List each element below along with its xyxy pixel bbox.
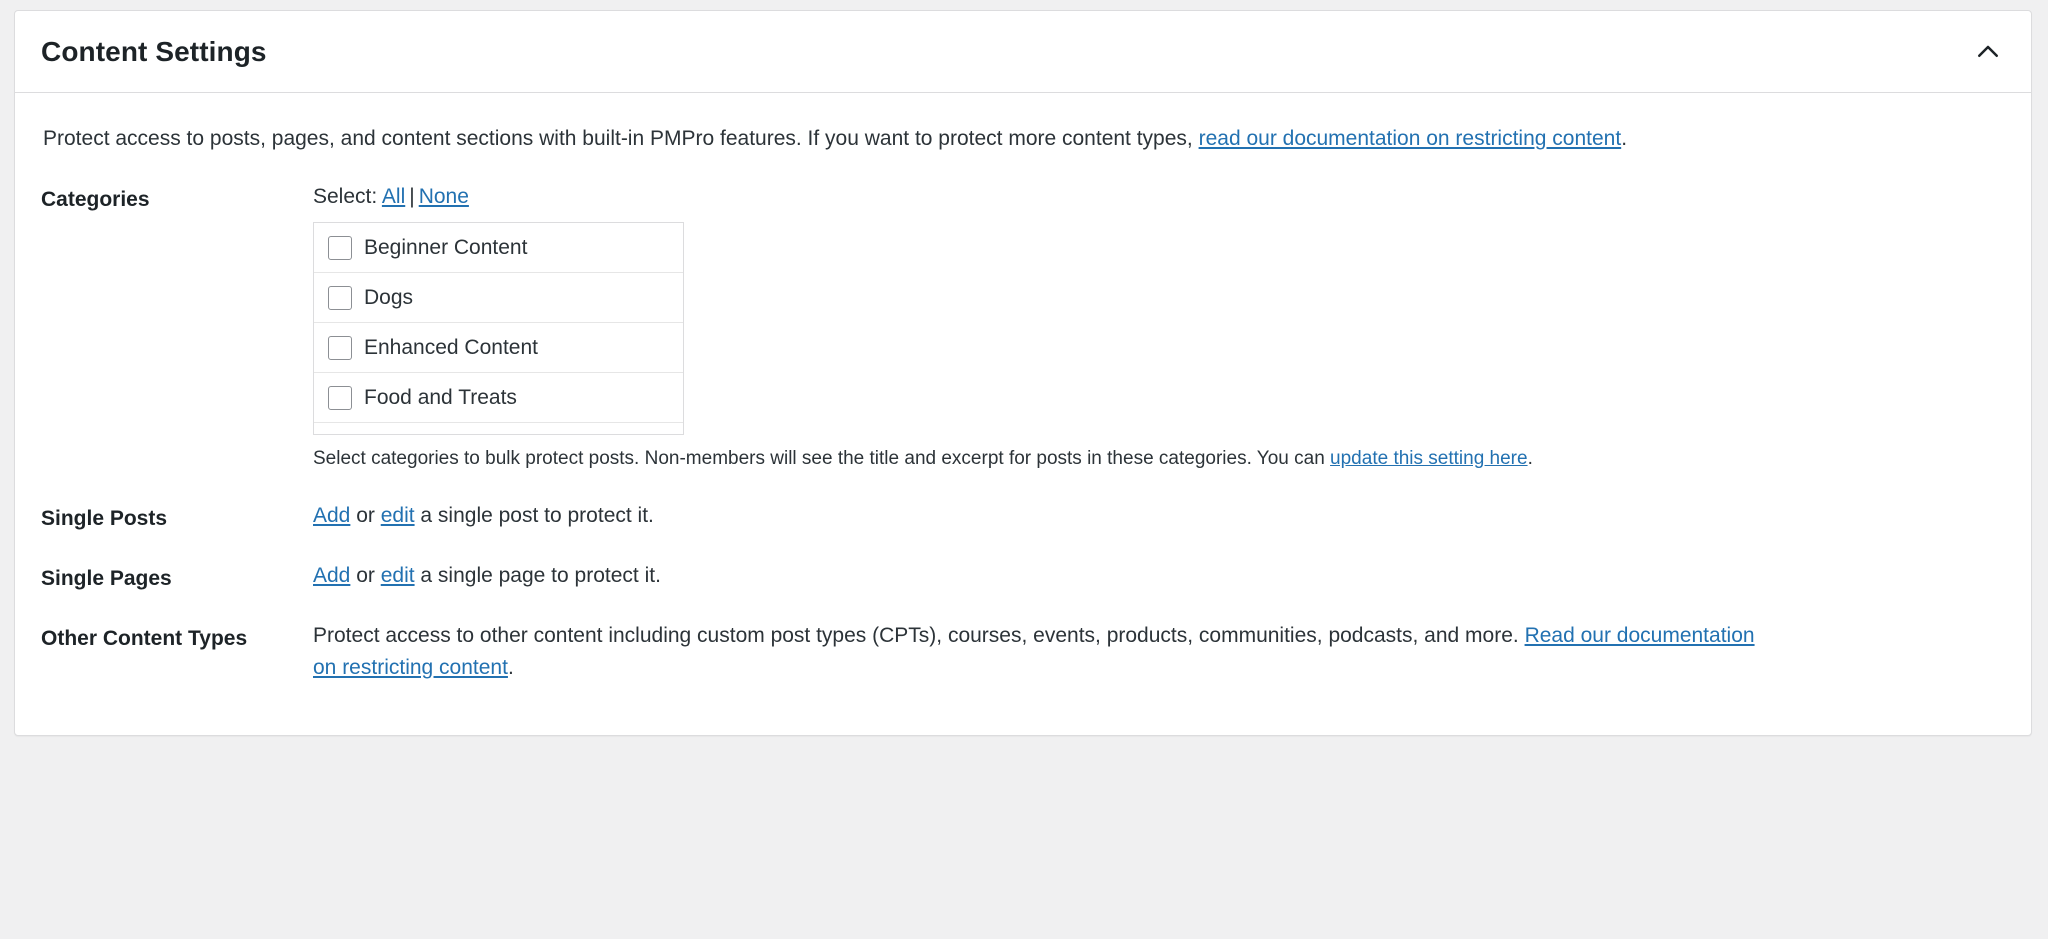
categories-label: Categories <box>41 187 150 211</box>
list-item[interactable] <box>314 373 683 423</box>
single-pages-or: or <box>350 563 381 587</box>
category-label: Dogs <box>364 285 414 309</box>
single-pages-field <box>313 560 2005 592</box>
category-checkbox[interactable] <box>328 236 352 260</box>
categories-help-text <box>313 445 2005 474</box>
update-setting-link[interactable]: update this setting here <box>1330 448 1528 469</box>
panel-header[interactable] <box>15 11 2031 93</box>
single-pages-tail: a single page to protect it. <box>414 563 661 587</box>
other-content-text: Protect access to other content including custom post types (CPTs), courses, events, products, communities, podcasts, and more. <box>313 624 1525 648</box>
other-content-types-label: Other Content Types <box>41 627 248 651</box>
select-none-link[interactable]: None <box>418 184 469 208</box>
chevron-up-icon[interactable] <box>1971 35 2005 69</box>
category-checkbox[interactable] <box>328 386 352 410</box>
read-docs-restricting-content-link[interactable]: Read our documentation on restricting content <box>313 624 1755 679</box>
list-item[interactable] <box>314 323 683 373</box>
select-separator: | <box>409 184 415 208</box>
category-checkbox[interactable] <box>328 286 352 310</box>
category-label: Beginner Content <box>364 235 528 259</box>
page-title: Content Settings <box>41 35 267 67</box>
intro-text <box>43 123 2005 155</box>
categories-row <box>41 181 2005 474</box>
categories-listbox[interactable] <box>313 222 684 435</box>
list-item[interactable] <box>314 423 683 435</box>
select-all-none <box>313 181 2005 213</box>
panel-body <box>15 93 2031 735</box>
category-label <box>364 432 559 435</box>
single-posts-tail: a single post to protect it. <box>414 503 654 527</box>
single-pages-label: Single Pages <box>41 566 172 590</box>
other-content-suffix: . <box>507 655 514 679</box>
add-single-post-link[interactable]: Add <box>313 503 351 527</box>
single-posts-or: or <box>350 503 381 527</box>
intro-suffix: . <box>1621 127 1628 150</box>
other-content-types-field <box>313 620 1763 683</box>
single-posts-row <box>41 500 2005 534</box>
select-prefix: Select: <box>313 184 382 208</box>
single-posts-field <box>313 500 2005 532</box>
category-label: Food and Treats <box>364 385 517 409</box>
edit-single-post-link[interactable]: edit <box>380 503 415 527</box>
list-item[interactable] <box>314 273 683 323</box>
single-posts-label: Single Posts <box>41 506 168 530</box>
docs-restricting-content-link[interactable]: read our documentation on restricting content <box>1198 127 1622 150</box>
edit-single-page-link[interactable]: edit <box>380 563 415 587</box>
select-all-link[interactable]: All <box>381 184 406 208</box>
intro-prefix: Protect access to posts, pages, and content sections with built-in PMPro features. If you want to protect more content types, <box>43 127 1199 150</box>
list-item[interactable] <box>314 223 683 273</box>
help-prefix: Select categories to bulk protect posts. Non-members will see the title and excerpt for posts in these categories. You can <box>313 448 1331 469</box>
category-checkbox[interactable] <box>328 336 352 360</box>
add-single-page-link[interactable]: Add <box>313 563 351 587</box>
content-settings-panel <box>14 10 2032 736</box>
categories-field <box>313 181 2005 474</box>
help-suffix: . <box>1527 448 1533 469</box>
single-pages-row <box>41 560 2005 594</box>
other-content-types-row <box>41 620 2005 683</box>
category-label: Enhanced Content <box>364 335 538 359</box>
